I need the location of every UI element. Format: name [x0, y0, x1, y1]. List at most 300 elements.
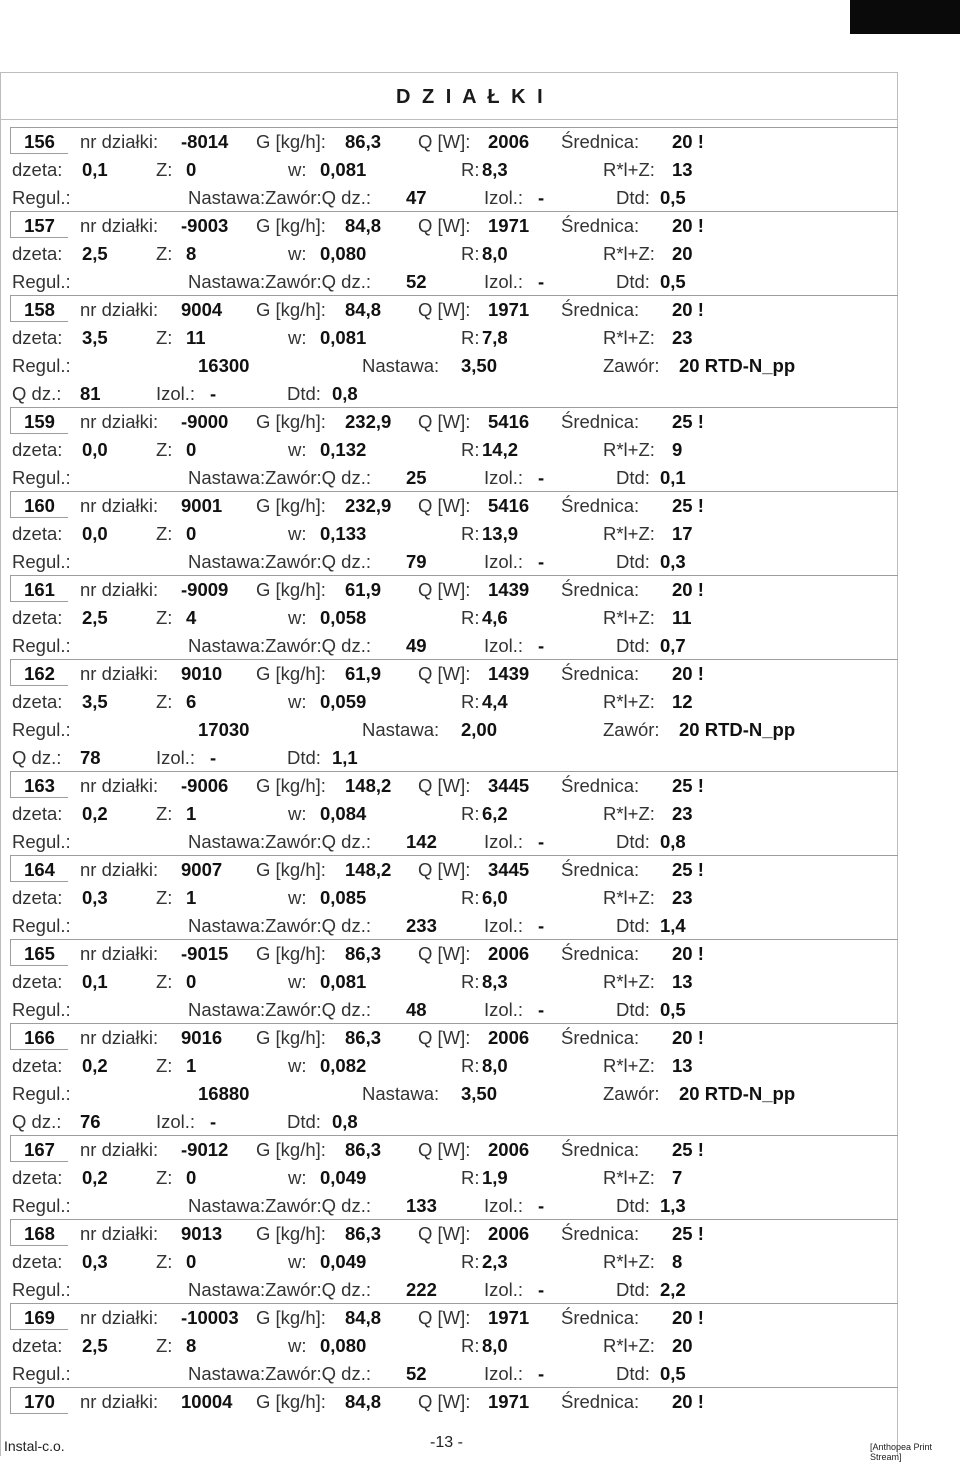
g-label: G [kg/h]:: [256, 411, 326, 432]
izol-value: -: [538, 551, 545, 572]
dzeta-label: dzeta:: [12, 1055, 63, 1076]
z-label: Z:: [156, 691, 173, 712]
dtd-value: 0,5: [660, 271, 686, 292]
dzeta-label: dzeta:: [12, 243, 63, 264]
izol-label: Izol.:: [484, 635, 524, 656]
rlz-label: R*l+Z:: [603, 971, 655, 992]
qdz-value: 222: [406, 1279, 437, 1300]
w-value: 0,085: [320, 887, 367, 908]
rlz-value: 13: [672, 971, 693, 992]
dzeta-value: 0,2: [82, 1167, 108, 1188]
q-label: Q [W]:: [418, 775, 471, 796]
g-label: G [kg/h]:: [256, 579, 326, 600]
dzeta-value: 0,3: [82, 1251, 108, 1272]
record-header-line: [0, 1303, 960, 1331]
srednica-value: 20 !: [672, 943, 704, 964]
zawor-label: Zawór:: [603, 719, 660, 740]
record-regulation-line: [0, 715, 960, 743]
g-label: G [kg/h]:: [256, 775, 326, 796]
record: [0, 939, 960, 1023]
qdz-label: Q dz.:: [12, 747, 62, 768]
g-label: G [kg/h]:: [256, 131, 326, 152]
nr-value: -9012: [181, 1139, 229, 1160]
zawor-label: Zawór:: [603, 1083, 660, 1104]
srednica-label: Średnica:: [561, 1223, 640, 1244]
dtd-value: 0,5: [660, 187, 686, 208]
g-label: G [kg/h]:: [256, 1307, 326, 1328]
g-value: 84,8: [345, 299, 382, 320]
dtd-label: Dtd:: [616, 1195, 650, 1216]
dzeta-value: 0,0: [82, 439, 108, 460]
dzeta-value: 0,0: [82, 523, 108, 544]
r-label: R:: [461, 607, 480, 628]
nr-label: nr działki:: [80, 859, 159, 880]
record: [0, 1303, 960, 1387]
dzeta-label: dzeta:: [12, 327, 63, 348]
g-value: 86,3: [345, 131, 382, 152]
dtd-value: 1,4: [660, 915, 686, 936]
z-label: Z:: [156, 887, 173, 908]
dzeta-value: 0,3: [82, 887, 108, 908]
rlz-label: R*l+Z:: [603, 1167, 655, 1188]
g-value: 84,8: [345, 1307, 382, 1328]
izol-label: Izol.:: [484, 187, 524, 208]
w-label: w:: [288, 243, 307, 264]
dtd-value: 0,8: [660, 831, 686, 852]
nr-value: 10004: [181, 1391, 233, 1412]
z-label: Z:: [156, 1167, 173, 1188]
record-number: 167: [24, 1139, 55, 1160]
rlz-label: R*l+Z:: [603, 439, 655, 460]
nastawa-zawor-qdz-label: Nastawa:Zawór:Q dz.:: [188, 915, 372, 936]
nastawa-zawor-qdz-label: Nastawa:Zawór:Q dz.:: [188, 999, 372, 1020]
record-regulation-line: [0, 183, 960, 211]
r-label: R:: [461, 691, 480, 712]
qdz-value: 25: [406, 467, 427, 488]
srednica-label: Średnica:: [561, 215, 640, 236]
izol-label: Izol.:: [484, 1363, 524, 1384]
srednica-value: 20 !: [672, 131, 704, 152]
w-label: w:: [288, 1167, 307, 1188]
srednica-value: 25 !: [672, 411, 704, 432]
g-value: 86,3: [345, 1027, 382, 1048]
record: [0, 771, 960, 855]
z-value: 0: [186, 1167, 197, 1188]
record-insulation-line: [0, 743, 960, 771]
record: [0, 855, 960, 939]
nastawa-label: Nastawa:: [362, 719, 440, 740]
record-hydraulics-line: [0, 1163, 960, 1191]
record-header-line: [0, 1135, 960, 1163]
record-number-box: [10, 295, 68, 322]
r-value: 8,0: [482, 1335, 508, 1356]
record-separator: [68, 127, 898, 128]
g-value: 86,3: [345, 943, 382, 964]
q-value: 5416: [488, 495, 530, 516]
regul-value: 16880: [198, 1083, 250, 1104]
record-separator: [68, 1303, 898, 1304]
izol-value: -: [538, 271, 545, 292]
srednica-value: 25 !: [672, 1223, 704, 1244]
r-value: 8,3: [482, 159, 508, 180]
srednica-label: Średnica:: [561, 411, 640, 432]
dtd-label: Dtd:: [616, 1363, 650, 1384]
q-label: Q [W]:: [418, 859, 471, 880]
nastawa-zawor-qdz-label: Nastawa:Zawór:Q dz.:: [188, 635, 372, 656]
rlz-label: R*l+Z:: [603, 327, 655, 348]
regul-label: Regul.:: [12, 1363, 71, 1384]
q-label: Q [W]:: [418, 411, 471, 432]
record-number-box: [10, 575, 68, 602]
rlz-value: 23: [672, 327, 693, 348]
record-number: 164: [24, 859, 55, 880]
nr-label: nr działki:: [80, 775, 159, 796]
record: [0, 211, 960, 295]
srednica-label: Średnica:: [561, 663, 640, 684]
izol-value: -: [538, 1279, 545, 1300]
nr-label: nr działki:: [80, 1223, 159, 1244]
g-label: G [kg/h]:: [256, 943, 326, 964]
izol-value: -: [538, 1363, 545, 1384]
rlz-label: R*l+Z:: [603, 243, 655, 264]
r-value: 6,0: [482, 887, 508, 908]
record-hydraulics-line: [0, 323, 960, 351]
srednica-label: Średnica:: [561, 859, 640, 880]
rlz-value: 20: [672, 243, 693, 264]
qdz-value: 76: [80, 1111, 101, 1132]
dtd-value: 0,8: [332, 1111, 358, 1132]
record: [0, 1387, 960, 1415]
izol-value: -: [538, 467, 545, 488]
q-value: 1439: [488, 663, 530, 684]
rlz-label: R*l+Z:: [603, 607, 655, 628]
q-label: Q [W]:: [418, 1307, 471, 1328]
nastawa-zawor-qdz-label: Nastawa:Zawór:Q dz.:: [188, 831, 372, 852]
page-title: D Z I A Ł K I: [396, 86, 546, 108]
q-value: 2006: [488, 131, 530, 152]
nr-value: -9006: [181, 775, 229, 796]
record-number-box: [10, 211, 68, 238]
z-label: Z:: [156, 159, 173, 180]
record-number-box: [10, 1387, 68, 1414]
nr-value: -9003: [181, 215, 229, 236]
record-number-box: [10, 407, 68, 434]
izol-value: -: [538, 1195, 545, 1216]
z-label: Z:: [156, 327, 173, 348]
w-value: 0,132: [320, 439, 367, 460]
r-label: R:: [461, 159, 480, 180]
z-value: 1: [186, 803, 197, 824]
record-number-box: [10, 1135, 68, 1162]
rlz-value: 13: [672, 1055, 693, 1076]
g-label: G [kg/h]:: [256, 215, 326, 236]
r-label: R:: [461, 327, 480, 348]
record-number: 166: [24, 1027, 55, 1048]
z-value: 8: [186, 243, 197, 264]
r-value: 2,3: [482, 1251, 508, 1272]
dtd-label: Dtd:: [287, 747, 321, 768]
dtd-value: 0,5: [660, 1363, 686, 1384]
record-number: 159: [24, 411, 55, 432]
rlz-label: R*l+Z:: [603, 887, 655, 908]
dtd-label: Dtd:: [287, 1111, 321, 1132]
dtd-label: Dtd:: [287, 383, 321, 404]
record-hydraulics-line: [0, 687, 960, 715]
record-number: 161: [24, 579, 55, 600]
r-label: R:: [461, 1167, 480, 1188]
q-value: 1971: [488, 215, 530, 236]
dzeta-label: dzeta:: [12, 607, 63, 628]
g-label: G [kg/h]:: [256, 1391, 326, 1412]
r-label: R:: [461, 243, 480, 264]
dzeta-label: dzeta:: [12, 1167, 63, 1188]
izol-value: -: [210, 1111, 217, 1132]
record-header-line: [0, 659, 960, 687]
dzeta-label: dzeta:: [12, 1335, 63, 1356]
nr-value: -9000: [181, 411, 229, 432]
record: [0, 1219, 960, 1303]
g-value: 61,9: [345, 663, 382, 684]
srednica-label: Średnica:: [561, 943, 640, 964]
corner-block: [850, 0, 960, 34]
w-value: 0,133: [320, 523, 367, 544]
record-header-line: [0, 939, 960, 967]
nr-label: nr działki:: [80, 663, 159, 684]
r-label: R:: [461, 803, 480, 824]
dzeta-label: dzeta:: [12, 971, 63, 992]
izol-value: -: [538, 831, 545, 852]
record-number-box: [10, 491, 68, 518]
dzeta-value: 2,5: [82, 1335, 108, 1356]
r-value: 4,6: [482, 607, 508, 628]
g-value: 232,9: [345, 495, 392, 516]
g-label: G [kg/h]:: [256, 1027, 326, 1048]
record-separator: [68, 659, 898, 660]
nastawa-zawor-qdz-label: Nastawa:Zawór:Q dz.:: [188, 1363, 372, 1384]
dtd-value: 1,3: [660, 1195, 686, 1216]
dzeta-value: 0,1: [82, 159, 108, 180]
izol-label: Izol.:: [484, 1195, 524, 1216]
qdz-value: 81: [80, 383, 101, 404]
z-value: 11: [186, 327, 206, 348]
dtd-value: 0,7: [660, 635, 686, 656]
izol-value: -: [210, 747, 217, 768]
z-value: 6: [186, 691, 197, 712]
record-regulation-line: [0, 547, 960, 575]
nr-value: -9009: [181, 579, 229, 600]
record-separator: [68, 407, 898, 408]
w-value: 0,049: [320, 1167, 367, 1188]
q-value: 1971: [488, 1307, 530, 1328]
w-label: w:: [288, 691, 307, 712]
z-label: Z:: [156, 803, 173, 824]
srednica-label: Średnica:: [561, 775, 640, 796]
qdz-value: 48: [406, 999, 427, 1020]
record-number: 169: [24, 1307, 55, 1328]
record-regulation-line: [0, 1079, 960, 1107]
record-hydraulics-line: [0, 155, 960, 183]
rlz-value: 13: [672, 159, 693, 180]
srednica-label: Średnica:: [561, 1307, 640, 1328]
record-number-box: [10, 1023, 68, 1050]
z-value: 0: [186, 1251, 197, 1272]
record-header-line: [0, 491, 960, 519]
w-value: 0,084: [320, 803, 367, 824]
izol-label: Izol.:: [484, 831, 524, 852]
dzeta-value: 0,1: [82, 971, 108, 992]
q-value: 1971: [488, 1391, 530, 1412]
nastawa-value: 2,00: [461, 719, 498, 740]
zawor-label: Zawór:: [603, 355, 660, 376]
srednica-value: 25 !: [672, 859, 704, 880]
record-regulation-line: [0, 995, 960, 1023]
rlz-value: 23: [672, 887, 693, 908]
record-regulation-line: [0, 351, 960, 379]
nastawa-zawor-qdz-label: Nastawa:Zawór:Q dz.:: [188, 1195, 372, 1216]
qdz-value: 142: [406, 831, 437, 852]
record: [0, 491, 960, 575]
izol-value: -: [538, 915, 545, 936]
record-number: 156: [24, 131, 55, 152]
r-label: R:: [461, 439, 480, 460]
record-regulation-line: [0, 1191, 960, 1219]
qdz-label: Q dz.:: [12, 383, 62, 404]
srednica-value: 20 !: [672, 299, 704, 320]
r-value: 8,0: [482, 243, 508, 264]
srednica-label: Średnica:: [561, 1391, 640, 1412]
r-value: 14,2: [482, 439, 519, 460]
nastawa-label: Nastawa:: [362, 1083, 440, 1104]
srednica-label: Średnica:: [561, 131, 640, 152]
dzeta-value: 3,5: [82, 327, 108, 348]
dtd-label: Dtd:: [616, 1279, 650, 1300]
q-label: Q [W]:: [418, 1223, 471, 1244]
nr-value: 9016: [181, 1027, 223, 1048]
rlz-label: R*l+Z:: [603, 523, 655, 544]
z-value: 0: [186, 439, 197, 460]
w-value: 0,058: [320, 607, 367, 628]
dtd-label: Dtd:: [616, 551, 650, 572]
srednica-value: 25 !: [672, 495, 704, 516]
rlz-value: 23: [672, 803, 693, 824]
record: [0, 659, 960, 771]
nr-label: nr działki:: [80, 411, 159, 432]
zawor-value: 20 RTD-N_pp: [679, 719, 796, 740]
srednica-value: 20 !: [672, 663, 704, 684]
g-value: 86,3: [345, 1223, 382, 1244]
record-separator: [68, 771, 898, 772]
q-value: 5416: [488, 411, 530, 432]
record-number: 162: [24, 663, 55, 684]
z-label: Z:: [156, 1335, 173, 1356]
nr-value: 9001: [181, 495, 223, 516]
record-regulation-line: [0, 827, 960, 855]
rlz-label: R*l+Z:: [603, 691, 655, 712]
z-value: 4: [186, 607, 197, 628]
nr-value: 9007: [181, 859, 223, 880]
nr-value: 9013: [181, 1223, 223, 1244]
srednica-value: 25 !: [672, 775, 704, 796]
record-header-line: [0, 127, 960, 155]
nr-label: nr działki:: [80, 1139, 159, 1160]
footer-company: Instal-c.o.: [4, 1438, 65, 1454]
nr-label: nr działki:: [80, 131, 159, 152]
dtd-label: Dtd:: [616, 635, 650, 656]
record-hydraulics-line: [0, 603, 960, 631]
q-label: Q [W]:: [418, 663, 471, 684]
regul-label: Regul.:: [12, 999, 71, 1020]
w-label: w:: [288, 523, 307, 544]
dzeta-value: 2,5: [82, 243, 108, 264]
g-value: 84,8: [345, 215, 382, 236]
r-value: 7,8: [482, 327, 508, 348]
record-number: 165: [24, 943, 55, 964]
rlz-value: 8: [672, 1251, 683, 1272]
z-value: 8: [186, 1335, 197, 1356]
record: [0, 1023, 960, 1135]
z-label: Z:: [156, 1055, 173, 1076]
z-label: Z:: [156, 1251, 173, 1272]
rlz-value: 20: [672, 1335, 693, 1356]
w-label: w:: [288, 159, 307, 180]
qdz-value: 52: [406, 271, 427, 292]
zawor-value: 20 RTD-N_pp: [679, 1083, 796, 1104]
q-value: 3445: [488, 859, 530, 880]
g-label: G [kg/h]:: [256, 663, 326, 684]
record-separator: [68, 939, 898, 940]
r-label: R:: [461, 1335, 480, 1356]
nr-label: nr działki:: [80, 215, 159, 236]
g-label: G [kg/h]:: [256, 1139, 326, 1160]
record-hydraulics-line: [0, 799, 960, 827]
w-label: w:: [288, 439, 307, 460]
record-hydraulics-line: [0, 1247, 960, 1275]
srednica-value: 20 !: [672, 1391, 704, 1412]
rlz-label: R*l+Z:: [603, 159, 655, 180]
record-separator: [68, 1219, 898, 1220]
record-hydraulics-line: [0, 519, 960, 547]
dtd-label: Dtd:: [616, 271, 650, 292]
g-label: G [kg/h]:: [256, 859, 326, 880]
dtd-value: 0,8: [332, 383, 358, 404]
record-regulation-line: [0, 267, 960, 295]
izol-label: Izol.:: [484, 1279, 524, 1300]
z-label: Z:: [156, 243, 173, 264]
izol-value: -: [538, 999, 545, 1020]
regul-label: Regul.:: [12, 719, 71, 740]
nastawa-value: 3,50: [461, 1083, 498, 1104]
dtd-value: 2,2: [660, 1279, 686, 1300]
w-label: w:: [288, 1251, 307, 1272]
q-value: 1971: [488, 299, 530, 320]
record-separator: [68, 1023, 898, 1024]
srednica-label: Średnica:: [561, 1139, 640, 1160]
regul-label: Regul.:: [12, 551, 71, 572]
dzeta-label: dzeta:: [12, 523, 63, 544]
nastawa-label: Nastawa:: [362, 355, 440, 376]
izol-label: Izol.:: [484, 271, 524, 292]
record-header-line: [0, 1023, 960, 1051]
record-regulation-line: [0, 1275, 960, 1303]
record-separator: [68, 295, 898, 296]
record-hydraulics-line: [0, 967, 960, 995]
dtd-label: Dtd:: [616, 831, 650, 852]
regul-label: Regul.:: [12, 187, 71, 208]
record-regulation-line: [0, 631, 960, 659]
w-label: w:: [288, 327, 307, 348]
w-value: 0,049: [320, 1251, 367, 1272]
w-value: 0,082: [320, 1055, 367, 1076]
